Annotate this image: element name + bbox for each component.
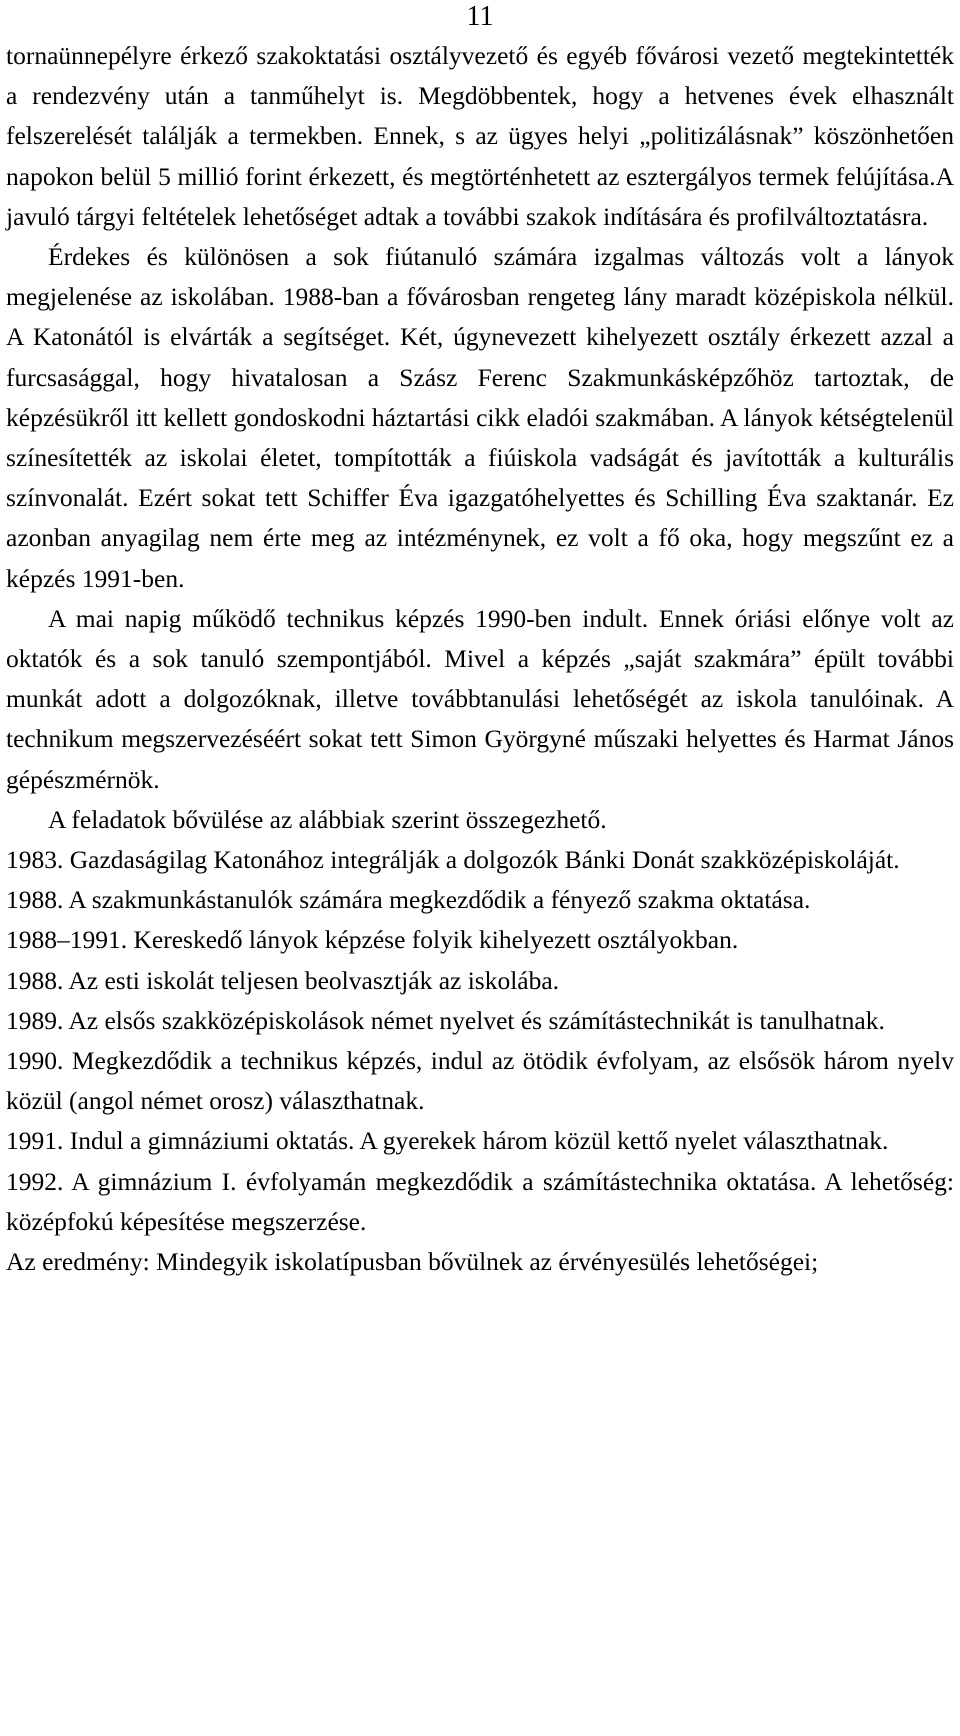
timeline-entry-1991: 1991. Indul a gimnáziumi oktatás. A gyerekek három közül kettő nyelet választhatnak. (6, 1126, 889, 1156)
timeline-entry-1989: 1989. Az elsős szakközépiskolások német nyelvet és számítástechnikát is tanulhatnak. (6, 1005, 885, 1035)
paragraph-summary-intro: A feladatok bővülése az alábbiak szerint összegezhető. (48, 804, 607, 834)
timeline-entry-1990: 1990. Megkezdődik a technikus képzés, indul az ötödik évfolyam, az elsősök három nyelv közül (angol német orosz) választhatnak. (6, 1046, 954, 1116)
body-text (6, 36, 954, 1282)
timeline-entry-1988-evening: 1988. Az esti iskolát teljesen beolvasztják az iskolába. (6, 965, 560, 995)
result-line: Az eredmény: Mindegyik iskolatípusban bővülnek az érvényesülés lehetőségei; (6, 1247, 819, 1277)
timeline-entry-1992: 1992. A gimnázium I. évfolyamán megkezdődik a számítástechnika oktatása. A lehetőség: középfokú képesítése megszerzése. (6, 1166, 954, 1236)
paragraph-technician: A mai napig működő technikus képzés 1990-ben indult. Ennek óriási előnye volt az oktatók és a sok tanuló szempontjából. Mivel a képzés „saját szakmára” épült további munkát adott a dolgozóknak, illetve továbbtanulási lehetőségét az iskola tanulóinak. A technikum megszervezéséért sokat tett Simon Györgyné műszaki helyettes és Harmat János gépészmérnök. (6, 603, 954, 794)
paragraph-intro: tornaünnepélyre érkező szakoktatási osztályvezető és egyéb fővárosi vezető megtekintették a rendezvény után a tanműhelyt is. Megdöbbentek, hogy a hetvenes évek elhasznált felszerelését találják a termekben. Ennek, s az ügyes helyi „politizálásnak” köszönhetően napokon belül 5 millió forint érkezett, és megtörténhetett az esztergályos termek felújítása.A javuló tárgyi feltételek lehetőséget adtak a további szakok indítására és profilváltoztatásra. (6, 41, 954, 231)
timeline-entry-1988-1991: 1988–1991. Kereskedő lányok képzése folyik kihelyezett osztályokban. (6, 925, 739, 955)
page-number: 11 (466, 1, 494, 32)
timeline-entry-1983: 1983. Gazdaságilag Katonához integrálják a dolgozók Bánki Donát szakközépiskoláját. (6, 845, 900, 875)
timeline-entry-1988-painter: 1988. A szakmunkástanulók számára megkezdődik a fényező szakma oktatása. (6, 885, 811, 915)
paragraph-girls: Érdekes és különösen a sok fiútanuló számára izgalmas változás volt a lányok megjelenése az iskolában. 1988-ban a fővárosban rengeteg lány maradt középiskola nélkül. A Katonától is elvárták a segítséget. Két, úgynevezett kihelyezett osztály érkezett azzal a furcsasággal, hogy hivatalosan a Szász Ferenc Szakmunkásképzőhöz tartoztak, de képzésükről itt kellett gondoskodni háztartási cikk eladói szakmában. A lányok kétségtelenül színesítették az iskolai életet, tompították a fiúiskola vadságát és javították a kulturális színvonalát. Ezért sokat tett Schiffer Éva igazgatóhelyettes és Schilling Éva szaktanár. Ez azonban anyagilag nem érte meg az intézménynek, ez volt a fő oka, hogy megszűnt ez a képzés 1991-ben. (6, 242, 954, 593)
